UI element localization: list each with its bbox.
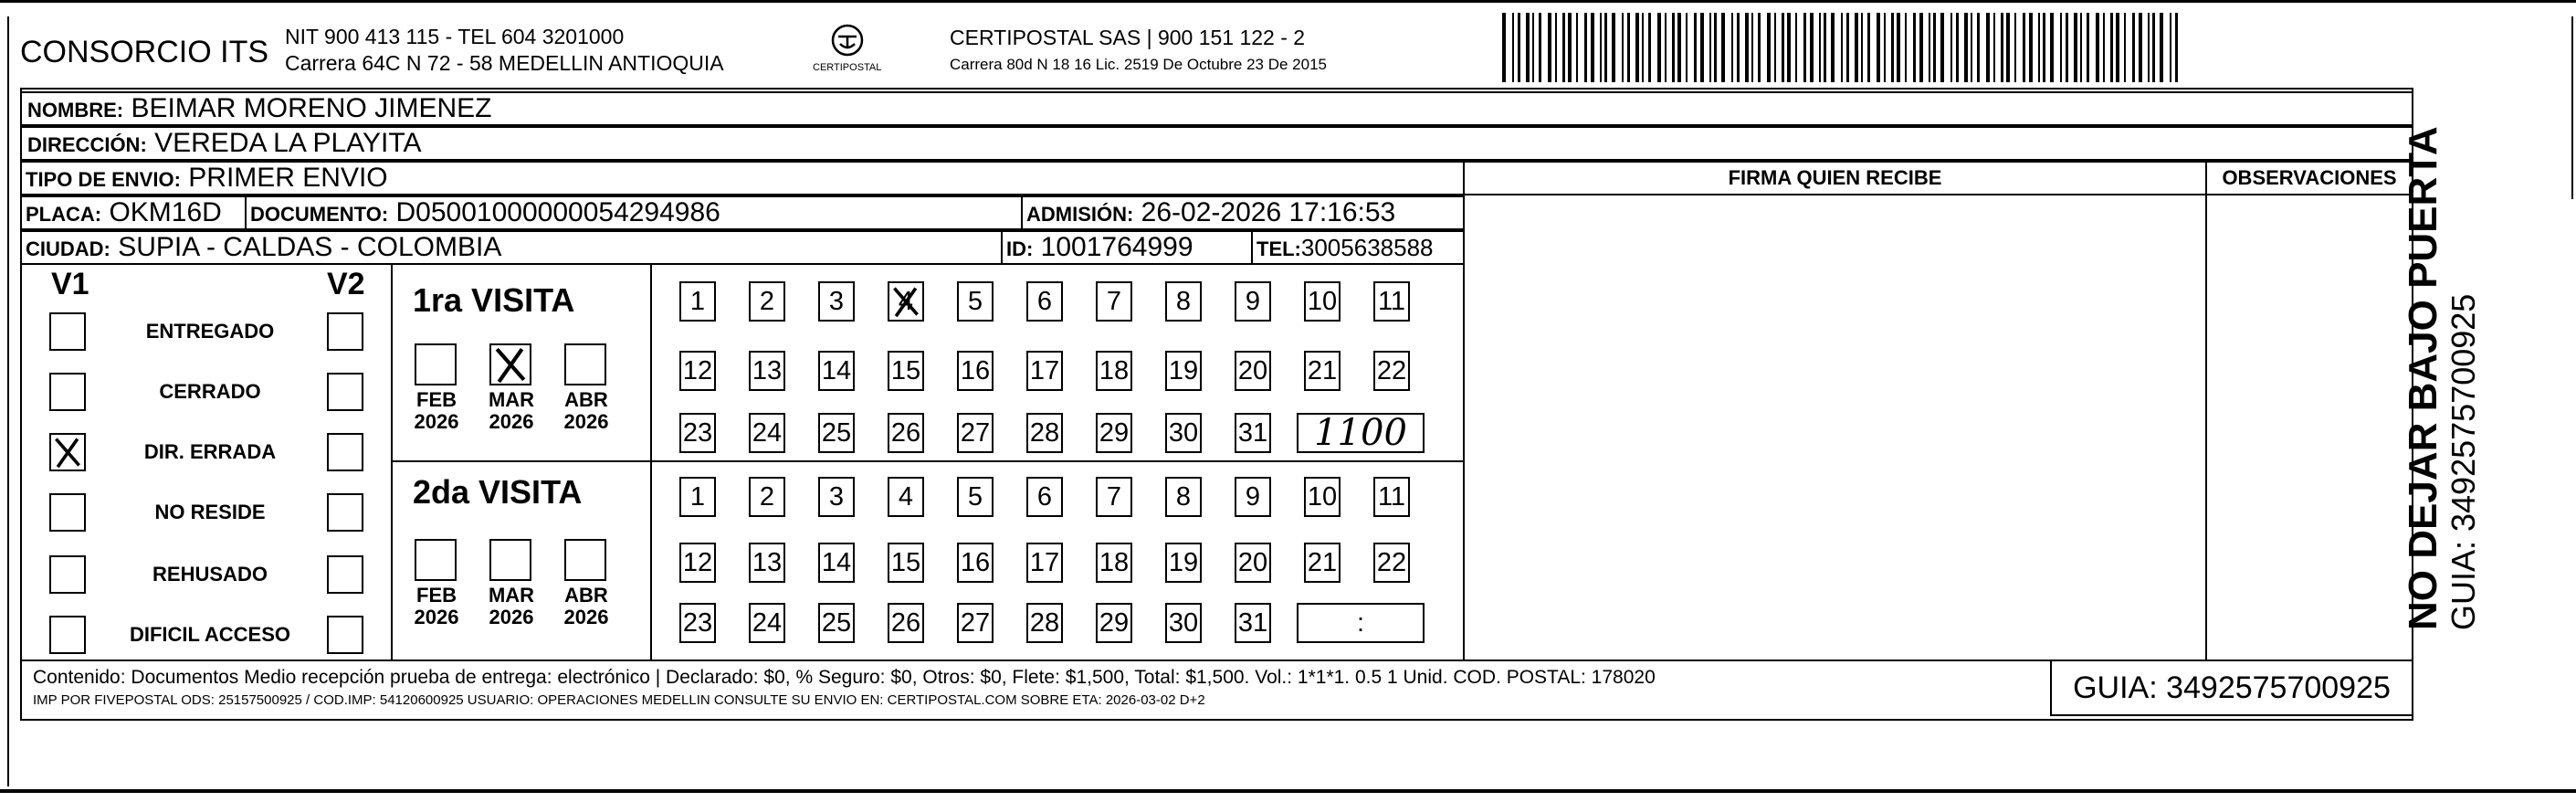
status-option-label: NO RESIDE <box>154 501 266 523</box>
day-box[interactable]: 18 <box>1096 543 1132 583</box>
nombre-value: BEIMAR MORENO JIMENEZ <box>131 93 492 123</box>
admision-label: ADMISIÓN: <box>1026 203 1134 226</box>
v1-checkbox[interactable] <box>49 616 86 654</box>
direccion-row <box>20 126 2413 161</box>
placa-value: OKM16D <box>109 197 222 227</box>
tipo-value: PRIMER ENVIO <box>188 163 388 193</box>
firma-area[interactable] <box>1463 194 2207 660</box>
day-box[interactable]: 16 <box>957 351 994 391</box>
nit-line: NIT 900 413 115 - TEL 604 3201000 <box>285 25 625 48</box>
month-year: 2026 <box>563 606 609 628</box>
day-box[interactable]: 21 <box>1304 543 1341 583</box>
day-box[interactable]: 2 <box>749 477 785 517</box>
placa-cell <box>20 195 247 230</box>
footer-contenido: Contenido: Documentos Medio recepción prueba de entrega: electrónico | Declarado: $0, % Seguro: $0, Otros: $0, Flete: $1,500, Total: $1,500. Vol.: 1*1*1. 0.5 1 Unid. COD. POSTAL: 178020 <box>33 667 1656 688</box>
documento-label: DOCUMENTO: <box>250 203 389 226</box>
month-checkbox[interactable] <box>489 343 531 385</box>
day-box[interactable]: 3 <box>818 477 855 517</box>
first-visit-title: 1ra VISITA <box>413 281 575 319</box>
courier-line-2: Carrera 80d N 18 16 Lic. 2519 De Octubre 23 De 2015 <box>950 56 1327 73</box>
direccion-label: DIRECCIÓN: <box>27 133 147 156</box>
barcode <box>1502 13 2182 82</box>
day-box[interactable]: 7 <box>1096 281 1132 322</box>
month-name: ABR <box>564 388 608 411</box>
direccion-value: VEREDA LA PLAYITA <box>154 128 422 158</box>
day-box[interactable]: 20 <box>1235 351 1271 391</box>
company-name: CONSORCIO ITS <box>20 35 269 69</box>
day-box[interactable]: 19 <box>1165 351 1202 391</box>
documento-cell <box>245 195 1023 230</box>
left-border <box>7 16 9 786</box>
day-box[interactable]: 10 <box>1304 281 1341 322</box>
day-box[interactable]: 17 <box>1026 543 1063 583</box>
documento-value: D05001000000054294986 <box>395 197 720 227</box>
divider-visits <box>391 460 1465 462</box>
day-box[interactable]: 8 <box>1165 477 1202 517</box>
status-option-label: CERRADO <box>159 380 261 403</box>
id-cell <box>1001 230 1253 265</box>
month-name: ABR <box>564 584 608 607</box>
day-box[interactable]: 31 <box>1235 603 1271 643</box>
day-box[interactable]: 29 <box>1096 603 1132 643</box>
day-box[interactable]: 18 <box>1096 351 1132 391</box>
day-box[interactable]: 24 <box>749 413 785 453</box>
month-checkbox[interactable] <box>564 539 606 581</box>
day-box[interactable]: 4 <box>888 477 924 517</box>
month-label <box>559 585 614 628</box>
v2-checkbox[interactable] <box>327 616 363 654</box>
day-box[interactable]: 17 <box>1026 351 1063 391</box>
day-box[interactable]: 3 <box>818 281 855 322</box>
month-label <box>484 585 539 628</box>
day-box[interactable]: 22 <box>1373 351 1410 391</box>
day-box[interactable]: 5 <box>957 281 994 322</box>
nombre-row <box>20 91 2413 126</box>
top-border <box>0 0 2576 3</box>
no-dejar-warning: NO DEJAR BAJO PUERTA <box>2401 126 2445 630</box>
day-box[interactable]: 30 <box>1165 603 1202 643</box>
observaciones-area[interactable] <box>2205 194 2413 660</box>
day-box[interactable]: 28 <box>1026 603 1063 643</box>
day-box[interactable]: 6 <box>1026 477 1063 517</box>
month-year: 2026 <box>414 410 459 433</box>
day-box[interactable]: 26 <box>888 413 924 453</box>
logo-text: CERTIPOSTAL <box>813 62 882 73</box>
placa-label: PLACA: <box>26 203 102 226</box>
v2-checkbox[interactable] <box>327 493 363 532</box>
day-box[interactable]: 19 <box>1165 543 1202 583</box>
month-year: 2026 <box>489 606 534 628</box>
side-notice <box>2402 126 2482 630</box>
month-checkbox[interactable] <box>415 539 457 581</box>
month-year: 2026 <box>489 410 534 433</box>
month-name: MAR <box>488 584 535 607</box>
nombre-label: NOMBRE: <box>27 99 124 121</box>
month-year: 2026 <box>563 410 609 433</box>
time-box[interactable]: 1100 <box>1297 413 1425 453</box>
month-label <box>484 389 539 433</box>
day-box[interactable]: 23 <box>679 603 716 643</box>
id-label: ID: <box>1006 237 1034 260</box>
status-option-label: ENTREGADO <box>145 320 275 343</box>
month-checkbox[interactable] <box>415 343 457 385</box>
day-box[interactable]: 14 <box>818 543 855 583</box>
month-year: 2026 <box>414 606 459 628</box>
day-box[interactable]: 13 <box>749 543 785 583</box>
month-checkbox[interactable] <box>564 343 606 385</box>
month-checkbox[interactable] <box>489 539 531 581</box>
divider-months <box>650 265 652 660</box>
day-box[interactable]: 25 <box>818 413 855 453</box>
day-box[interactable]: 12 <box>679 351 716 391</box>
tipo-row <box>20 161 1465 195</box>
day-box[interactable]: 9 <box>1235 477 1271 517</box>
day-box[interactable]: 20 <box>1235 543 1271 583</box>
day-box[interactable]: 28 <box>1026 413 1063 453</box>
tel-value: 3005638588 <box>1300 234 1434 261</box>
observaciones-header: OBSERVACIONES <box>2205 161 2413 195</box>
visits-block <box>20 265 1465 660</box>
id-value: 1001764999 <box>1040 232 1193 262</box>
status-option-label: DIR. ERRADA <box>143 440 277 463</box>
day-box[interactable]: 31 <box>1235 413 1271 453</box>
ciudad-value: SUPIA - CALDAS - COLOMBIA <box>118 232 502 262</box>
day-box[interactable]: 23 <box>679 413 716 453</box>
v2-header: V2 <box>327 267 365 301</box>
day-box[interactable]: 8 <box>1165 281 1202 322</box>
courier-line-1: CERTIPOSTAL SAS | 900 151 122 - 2 <box>950 26 1306 49</box>
tel-label: TEL: <box>1256 237 1301 260</box>
day-box[interactable]: 15 <box>888 543 924 583</box>
company-address: Carrera 64C N 72 - 58 MEDELLIN ANTIOQUIA <box>285 51 724 75</box>
ciudad-cell <box>20 230 1003 265</box>
time-box[interactable]: : <box>1297 603 1425 643</box>
day-box[interactable]: 16 <box>957 543 994 583</box>
month-name: FEB <box>416 388 457 411</box>
courier-info <box>950 24 1327 79</box>
day-box[interactable]: 25 <box>818 603 855 643</box>
v1-checkbox[interactable] <box>49 493 86 532</box>
right-border <box>2571 16 2573 199</box>
divider-status <box>391 265 393 660</box>
v2-checkbox[interactable] <box>327 312 363 351</box>
day-box[interactable]: 5 <box>957 477 994 517</box>
admision-value: 26-02-2026 17:16:53 <box>1141 197 1396 227</box>
day-box[interactable]: 29 <box>1096 413 1132 453</box>
month-name: FEB <box>416 584 457 607</box>
side-guia: GUIA: 3492575700925 <box>2445 293 2482 630</box>
day-box[interactable]: 15 <box>888 351 924 391</box>
v1-checkbox[interactable] <box>49 555 86 594</box>
company-info <box>285 24 724 77</box>
bottom-border <box>0 789 2576 793</box>
day-box[interactable]: 27 <box>957 413 994 453</box>
day-box[interactable]: 30 <box>1165 413 1202 453</box>
admision-cell <box>1021 195 1465 230</box>
v2-checkbox[interactable] <box>327 433 363 471</box>
month-name: MAR <box>488 388 535 411</box>
month-label <box>559 389 614 433</box>
footer-impresion: IMP POR FIVEPOSTAL ODS: 25157500925 / COD.IMP: 54120600925 USUARIO: OPERACIONES MEDELLIN CONSULTE SU ENVIO EN: CERTIPOSTAL.COM SOBRE ETA: 2026-03-02 D+2 <box>33 692 1205 708</box>
day-box[interactable]: 9 <box>1235 281 1271 322</box>
v1-checkbox[interactable] <box>49 433 86 471</box>
v1-checkbox[interactable] <box>49 373 86 411</box>
day-box[interactable]: 1 <box>679 477 716 517</box>
ciudad-label: CIUDAD: <box>26 237 110 260</box>
day-box[interactable]: 10 <box>1304 477 1341 517</box>
day-box[interactable]: 7 <box>1096 477 1132 517</box>
second-visit-title: 2da VISITA <box>413 473 583 511</box>
day-box[interactable]: 22 <box>1373 543 1410 583</box>
day-box[interactable]: 2 <box>749 281 785 322</box>
tel-cell <box>1251 230 1465 265</box>
guia-number: GUIA: 3492575700925 <box>2050 660 2413 716</box>
day-box[interactable]: 14 <box>818 351 855 391</box>
status-option-label: DIFICIL ACCESO <box>129 623 290 646</box>
day-box[interactable]: 1 <box>679 281 716 322</box>
day-box[interactable]: 4 <box>888 281 924 322</box>
v1-checkbox[interactable] <box>49 312 86 351</box>
month-label <box>409 585 464 628</box>
v2-checkbox[interactable] <box>327 555 363 594</box>
status-option-label: REHUSADO <box>152 563 268 586</box>
day-box[interactable]: 21 <box>1304 351 1341 391</box>
v1-header: V1 <box>51 267 89 301</box>
day-box[interactable]: 13 <box>749 351 785 391</box>
day-box[interactable]: 11 <box>1373 477 1410 517</box>
day-box[interactable]: 24 <box>749 603 785 643</box>
tipo-label: TIPO DE ENVIO: <box>26 168 181 191</box>
day-box[interactable]: 11 <box>1373 281 1410 322</box>
firma-header: FIRMA QUIEN RECIBE <box>1463 161 2207 195</box>
day-box[interactable]: 12 <box>679 543 716 583</box>
day-box[interactable]: 27 <box>957 603 994 643</box>
day-box[interactable]: 26 <box>888 603 924 643</box>
v2-checkbox[interactable] <box>327 373 363 411</box>
day-box[interactable]: 6 <box>1026 281 1063 322</box>
month-label <box>409 389 464 433</box>
